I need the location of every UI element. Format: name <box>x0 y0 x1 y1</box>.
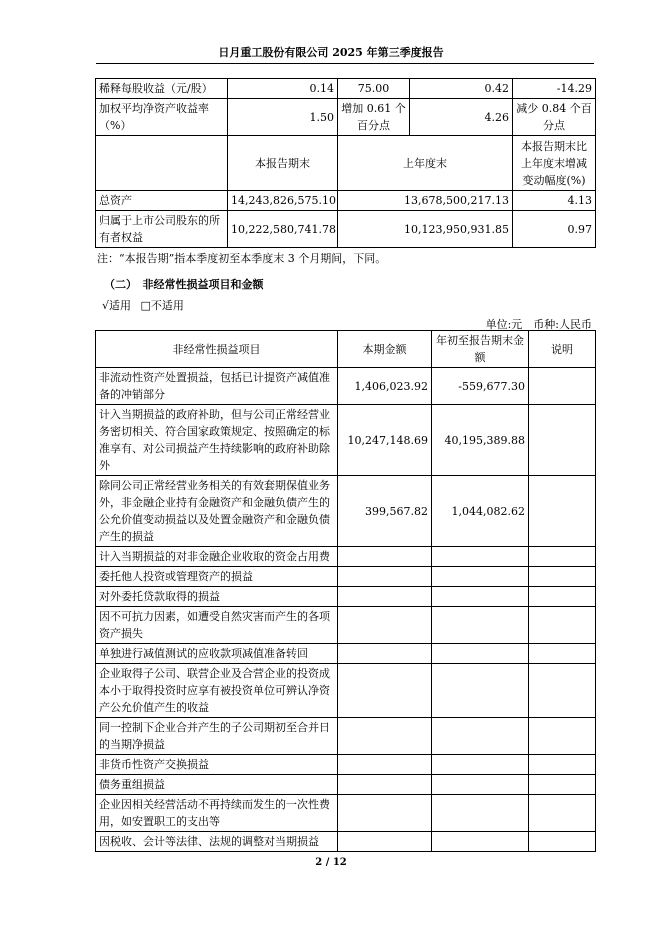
row-label: 计入当期损益的政府补助，但与公司正常经营业务密切相关、符合国家政策规定、按照确定的标准享有、对公司损益产生持续影响的政府补助除外 <box>96 405 338 476</box>
cell-value <box>338 832 432 852</box>
table-row <box>96 795 596 832</box>
column-header: 本期金额 <box>338 331 432 368</box>
cell-value: 1,044,082.62 <box>432 476 529 547</box>
cell-value: 40,195,389.88 <box>432 405 529 476</box>
table-subheader-row <box>96 136 596 191</box>
cell-value: -14.29 <box>513 79 596 99</box>
table-row <box>96 832 596 852</box>
row-label: 因不可抗力因素，如遭受自然灾害而产生的各项资产损失 <box>96 607 338 644</box>
header-divider <box>96 63 594 64</box>
applicable-checkbox: √适用 <box>102 299 132 312</box>
cell-value <box>432 587 529 607</box>
row-label: 企业取得子公司、联营企业及合营企业的投资成本小于取得投资时应享有被投资单位可辨认净资产公允价值产生的收益 <box>96 664 338 718</box>
cell-value <box>529 664 596 718</box>
table2-body <box>96 368 596 852</box>
cell-value <box>338 775 432 795</box>
cell-value <box>338 567 432 587</box>
table-row <box>96 476 596 547</box>
table-row <box>96 644 596 664</box>
cell-value <box>529 718 596 755</box>
cell-value: 增加 0.61 个百分点 <box>338 99 410 136</box>
non-recurring-gains-table <box>95 330 596 852</box>
table-header-row <box>96 331 596 368</box>
table-row <box>96 567 596 587</box>
cell-value <box>529 587 596 607</box>
empty-cell <box>96 136 228 191</box>
cell-value <box>338 547 432 567</box>
cell-value <box>529 368 596 405</box>
cell-value <box>338 587 432 607</box>
column-header: 非经常性损益项目 <box>96 331 338 368</box>
column-header: 上年度末 <box>338 136 513 191</box>
unit-label: 单位:元 币种:人民币 <box>485 318 592 331</box>
cell-value <box>432 547 529 567</box>
cell-value <box>529 607 596 644</box>
row-label: 归属于上市公司股东的所有者权益 <box>96 211 228 248</box>
cell-value: 75.00 <box>338 79 410 99</box>
cell-value <box>432 644 529 664</box>
table-row <box>96 607 596 644</box>
row-label: 非流动性资产处置损益，包括已计提资产减值准备的冲销部分 <box>96 368 338 405</box>
cell-value <box>338 795 432 832</box>
cell-value <box>432 607 529 644</box>
row-label: 非货币性资产交换损益 <box>96 755 338 775</box>
not-applicable-checkbox: □不适用 <box>140 299 184 312</box>
financial-indicators-table <box>95 78 596 248</box>
cell-value: 4.13 <box>513 191 596 211</box>
cell-value <box>529 795 596 832</box>
table-row <box>96 755 596 775</box>
cell-value: 10,247,148.69 <box>338 405 432 476</box>
cell-value: 1,406,023.92 <box>338 368 432 405</box>
cell-value: 0.42 <box>410 79 513 99</box>
row-label: 除同公司正常经营业务相关的有效套期保值业务外，非金融企业持有金融资产和金融负债产生的公允价值变动损益以及处置金融资产和金融负债产生的损益 <box>96 476 338 547</box>
cell-value <box>338 718 432 755</box>
table-row <box>96 775 596 795</box>
cell-value: 13,678,500,217.13 <box>338 191 513 211</box>
cell-value: 4.26 <box>410 99 513 136</box>
cell-value <box>432 718 529 755</box>
applicability-options <box>102 297 184 313</box>
column-header: 本报告期末 <box>228 136 338 191</box>
cell-value <box>338 755 432 775</box>
table-row <box>96 405 596 476</box>
cell-value <box>529 755 596 775</box>
row-label: 企业因相关经营活动不再持续而发生的一次性费用，如安置职工的支出等 <box>96 795 338 832</box>
row-label: 对外委托贷款取得的损益 <box>96 587 338 607</box>
table-row <box>96 368 596 405</box>
table-row <box>96 191 596 211</box>
table-row <box>96 211 596 248</box>
cell-value <box>338 664 432 718</box>
cell-value: 10,222,580,741.78 <box>228 211 338 248</box>
table-row <box>96 664 596 718</box>
cell-value <box>432 755 529 775</box>
cell-value: 0.14 <box>228 79 338 99</box>
cell-value <box>529 775 596 795</box>
table-note: 注：“本报告期”指本季度初至本季度末 3 个月期间，下同。 <box>97 252 387 265</box>
table-row <box>96 79 596 99</box>
cell-value <box>529 832 596 852</box>
table-row <box>96 99 596 136</box>
row-label: 总资产 <box>96 191 228 211</box>
cell-value <box>432 795 529 832</box>
row-label: 同一控制下企业合并产生的子公司期初至合并日的当期净损益 <box>96 718 338 755</box>
cell-value: 1.50 <box>228 99 338 136</box>
section-title: （二） 非经常性损益项目和金额 <box>104 278 264 291</box>
column-header: 说明 <box>529 331 596 368</box>
cell-value <box>529 547 596 567</box>
table-row <box>96 587 596 607</box>
cell-value <box>338 644 432 664</box>
cell-value: 14,243,826,575.10 <box>228 191 338 211</box>
cell-value: 减少 0.84 个百分点 <box>513 99 596 136</box>
table-row <box>96 718 596 755</box>
column-header: 年初至报告期末金额 <box>432 331 529 368</box>
row-label: 单独进行减值测试的应收款项减值准备转回 <box>96 644 338 664</box>
cell-value <box>529 567 596 587</box>
table1-body <box>96 79 596 248</box>
page-header-title: 日月重工股份有限公司 2025 年第三季度报告 <box>218 46 444 59</box>
cell-value <box>338 607 432 644</box>
column-header: 本报告期末比上年度末增减变动幅度(%) <box>513 136 596 191</box>
row-label: 债务重组损益 <box>96 775 338 795</box>
row-label: 委托他人投资或管理资产的损益 <box>96 567 338 587</box>
cell-value: -559,677.30 <box>432 368 529 405</box>
cell-value <box>432 775 529 795</box>
cell-value: 0.97 <box>513 211 596 248</box>
cell-value <box>432 664 529 718</box>
cell-value <box>432 832 529 852</box>
cell-value <box>529 476 596 547</box>
cell-value: 10,123,950,931.85 <box>338 211 513 248</box>
cell-value <box>529 405 596 476</box>
row-label: 加权平均净资产收益率（%） <box>96 99 228 136</box>
page-number: 2 / 12 <box>315 857 347 868</box>
cell-value <box>432 567 529 587</box>
table-row <box>96 547 596 567</box>
cell-value: 399,567.82 <box>338 476 432 547</box>
cell-value <box>529 644 596 664</box>
row-label: 稀释每股收益（元/股） <box>96 79 228 99</box>
row-label: 因税收、会计等法律、法规的调整对当期损益 <box>96 832 338 852</box>
row-label: 计入当期损益的对非金融企业收取的资金占用费 <box>96 547 338 567</box>
